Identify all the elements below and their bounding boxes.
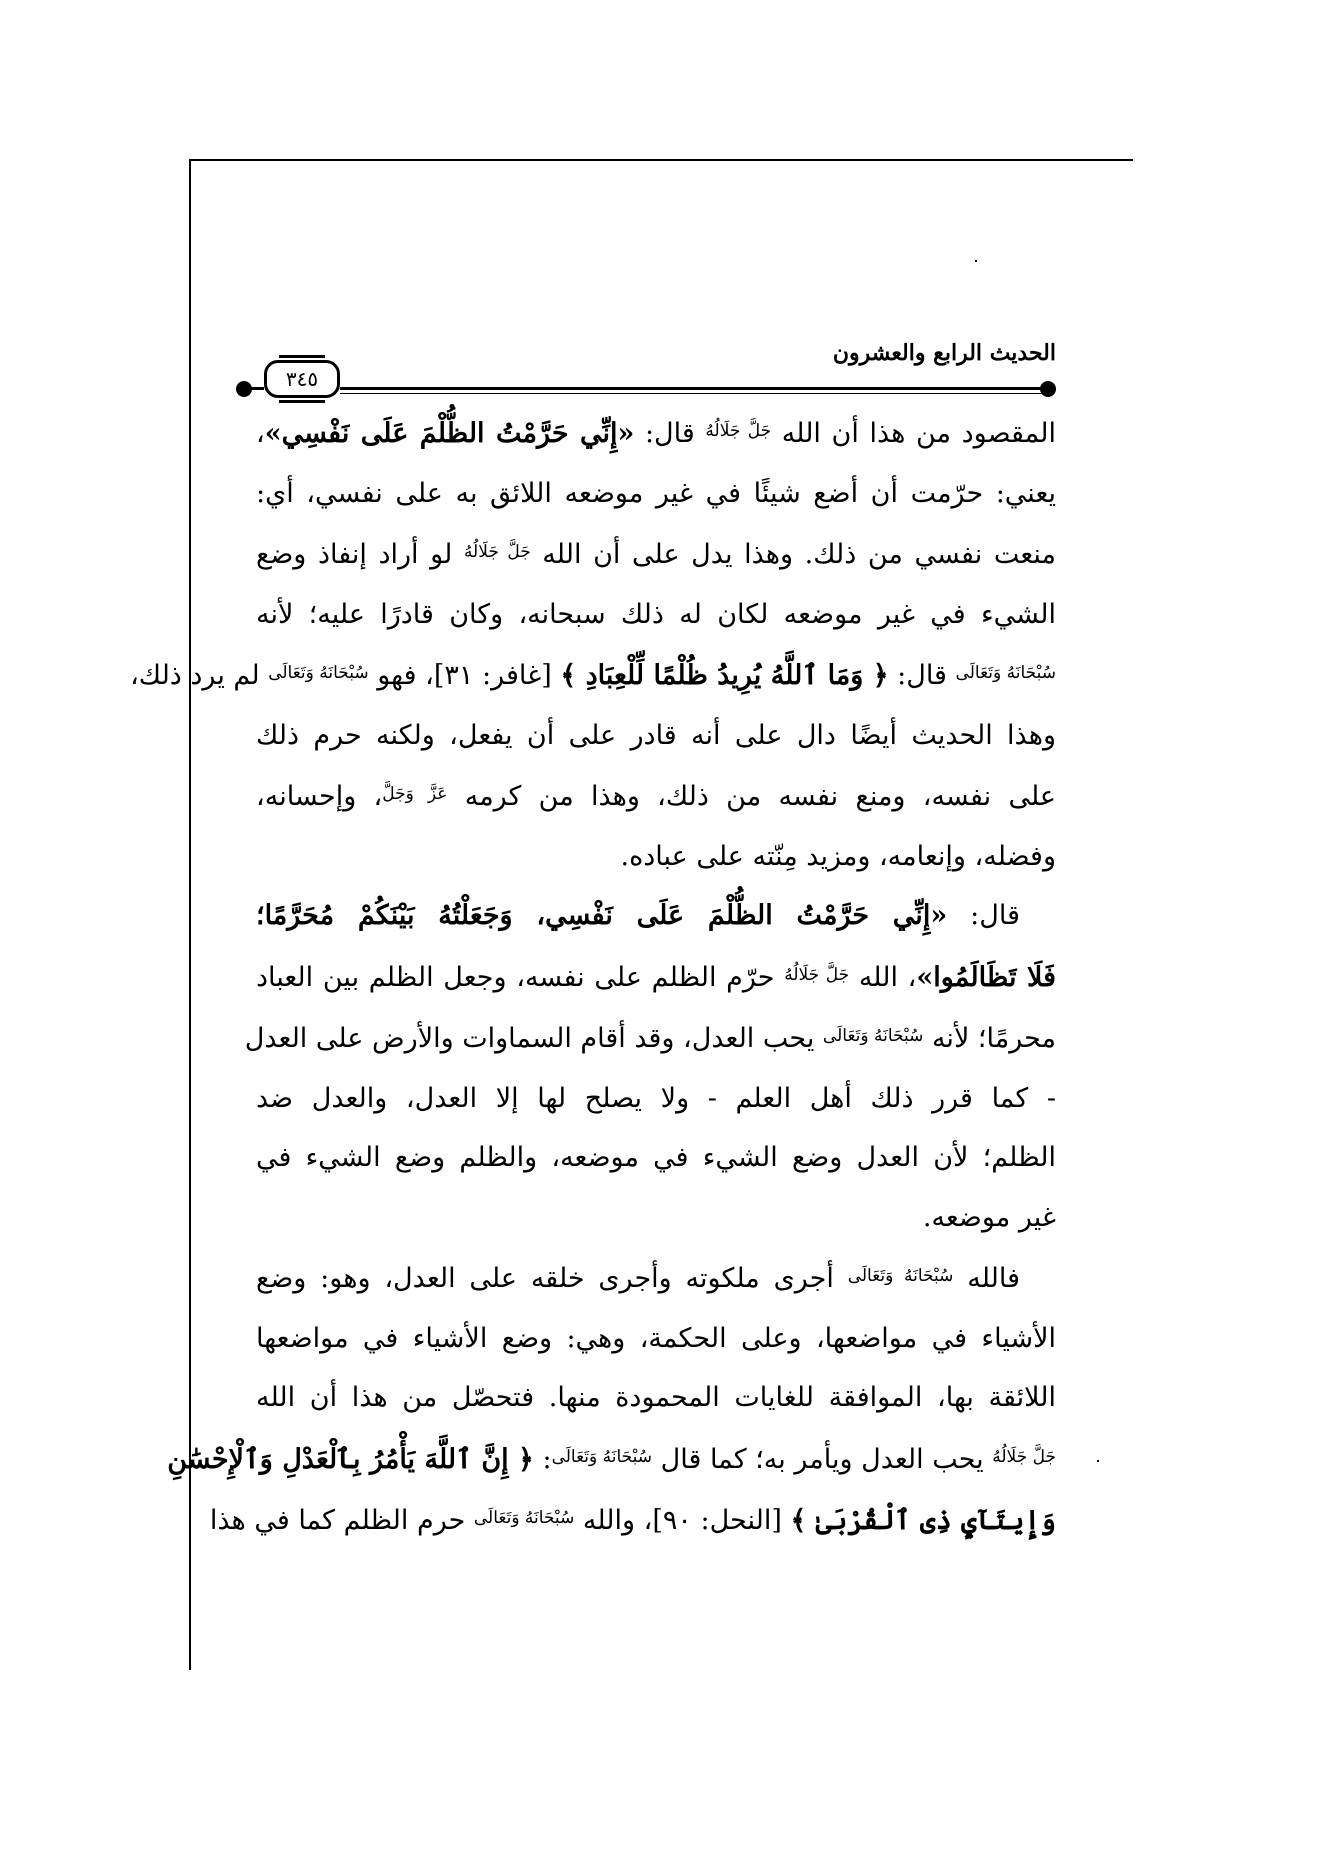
honorific-glyph: عَزَّ وَجَلَّ: [382, 784, 448, 804]
scan-speck: [1097, 1460, 1099, 1462]
page-frame-top-border: [189, 159, 1133, 161]
text-line: [256, 706, 1056, 766]
honorific-glyph: جَلَّ جَلَالُهُ: [463, 542, 531, 562]
text-run: يحب العدل ويأمر به؛ كما قال: [652, 1443, 993, 1475]
text-run: الأشياء في مواضعها، وعلى الحكمة، وهي: وضع الأشياء في مواضعها: [256, 1322, 1056, 1354]
text-line: [256, 827, 1056, 887]
body-text: [130, 402, 1057, 1551]
quotation-text: ﴿ وَمَا ٱللَّهُ يُرِيدُ ظُلْمًا لِّلْعِبَادِ ﴾: [560, 660, 889, 691]
honorific-glyph: سُبْحَانَهُ وَتَعَالَى: [551, 1446, 653, 1467]
text-run: [النحل: ٩٠]، والله: [574, 1505, 791, 1536]
text-run: الشيء في غير موضعه لكان له ذلك سبحانه، وكان قادرًا عليه؛ لأنه: [256, 598, 1056, 630]
honorific-glyph: سُبْحَانَهُ وَتَعَالَى: [847, 1266, 954, 1286]
text-line: [256, 886, 1056, 946]
text-line: [256, 1247, 1056, 1309]
quotation-text: «إِنِّي حَرَّمْتُ الظُّلْمَ عَلَى نَفْسِي»: [264, 418, 635, 449]
text-run: ، الله: [849, 961, 917, 993]
text-line: [256, 1309, 1056, 1369]
text-run: المقصود من هذا أن الله: [771, 418, 1056, 449]
text-line: [256, 402, 1056, 464]
text-run: منعت نفسي من ذلك. وهذا يدل على أن الله: [530, 539, 1056, 570]
quotation-text: فَلَا تَظَالَمُوا»: [916, 961, 1057, 993]
text-run: فالله: [953, 1263, 1021, 1294]
text-line: [130, 644, 1056, 706]
text-line: [256, 464, 1056, 524]
text-run: ،: [256, 418, 265, 449]
text-line: [244, 1007, 1056, 1069]
text-run: محرمًا؛ لأنه: [923, 1023, 1056, 1054]
text-run: على نفسه، ومنع نفسه من ذلك، وهذا من كرمه: [447, 781, 1057, 812]
honorific-glyph: سُبْحَانَهُ وَتَعَالَى: [822, 1026, 924, 1046]
text-line: [256, 946, 1056, 1008]
text-run: يحب العدل، وقد أقام السماوات والأرض على العدل: [244, 1023, 823, 1054]
text-run: [غافر: ٣١]، فهو: [368, 660, 561, 691]
text-run: الظلم؛ لأن العدل وضع الشيء في موضعه، والظلم وضع الشيء في: [256, 1142, 1056, 1173]
text-line: [256, 1368, 1056, 1428]
text-run: غير موضعه.: [922, 1201, 1056, 1233]
text-run: قال:: [888, 660, 956, 691]
text-line: [256, 1069, 1056, 1129]
header-rule-thick: [340, 387, 1042, 390]
ornament-dot-right: [1040, 381, 1056, 397]
quotation-text: وَإِيتَآيِٕ ذِى ٱلْقُرْبَىٰ ﴾: [790, 1505, 1056, 1536]
honorific-glyph: جَلَّ جَلَالُهُ: [705, 421, 772, 441]
text-line: [256, 765, 1056, 827]
honorific-glyph: جَلَّ جَلَالُهُ: [784, 964, 850, 985]
text-run: وهذا الحديث أيضًا دال على أنه قادر على أن يفعل، ولكنه حرم ذلك: [256, 719, 1056, 751]
honorific-glyph: سُبْحَانَهُ وَتَعَالَى: [473, 1508, 575, 1528]
honorific-glyph: جَلَّ جَلَالُهُ: [992, 1446, 1056, 1467]
scan-speck: [975, 260, 977, 262]
text-run: وفضله، وإنعامه، ومزيد مِنّته على عباده.: [620, 840, 1056, 872]
text-line: [256, 523, 1056, 585]
honorific-glyph: سُبْحَانَهُ وَتَعَالَى: [268, 663, 369, 683]
header-rule-thin: [340, 393, 1042, 394]
text-run: حرّم الظلم على نفسه، وجعل الظلم بين العباد: [256, 961, 785, 993]
text-run: قال:: [947, 900, 1020, 931]
honorific-glyph: سُبْحَانَهُ وَتَعَالَى: [955, 663, 1056, 683]
text-run: ، وإحسانه،: [256, 781, 383, 812]
text-line: [256, 1128, 1056, 1188]
quotation-text: «إِنِّي حَرَّمْتُ الظُّلْمَ عَلَى نَفْسِي، وَجَعَلْتُهُ بَيْنَكُمْ مُحَرَّمًا؛: [256, 900, 948, 931]
text-line: [256, 1188, 1056, 1248]
text-run: قال:: [634, 418, 706, 449]
text-run: :: [533, 1443, 552, 1475]
text-run: لو أراد إنفاذ وضع: [256, 539, 464, 570]
ornament-stem: [250, 387, 264, 390]
text-run: أجرى ملكوته وأجرى خلقه على العدل، وهو: وضع: [256, 1263, 848, 1294]
text-line: [209, 1489, 1056, 1551]
text-line: [256, 585, 1056, 645]
text-run: حرم الظلم كما في هذا: [209, 1505, 474, 1536]
text-run: اللائقة بها، الموافقة للغايات المحمودة منها. فتحصّل من هذا أن الله: [256, 1382, 1056, 1413]
text-run: لم يرد ذلك،: [130, 660, 269, 691]
quotation-text: ﴿ إِنَّ ٱللَّهَ يَأْمُرُ بِٱلْعَدْلِ وَٱلْإِحْسَٰنِ: [167, 1443, 534, 1475]
text-run: يعني: حرّمت أن أضع شيئًا في غير موضعه اللائق به على نفسي، أي:: [256, 477, 1056, 509]
page-header: [236, 340, 1056, 410]
text-run: - كما قرر ذلك أهل العلم - ولا يصلح لها إلا العدل، والعدل ضد: [256, 1082, 1056, 1114]
header-ornament-rule: [236, 367, 1056, 398]
page-number-frame: [264, 360, 340, 398]
text-line: [167, 1428, 1056, 1490]
page-number: ٣٤٥: [285, 367, 319, 391]
running-title: الحديث الرابع والعشرون: [832, 340, 1056, 366]
